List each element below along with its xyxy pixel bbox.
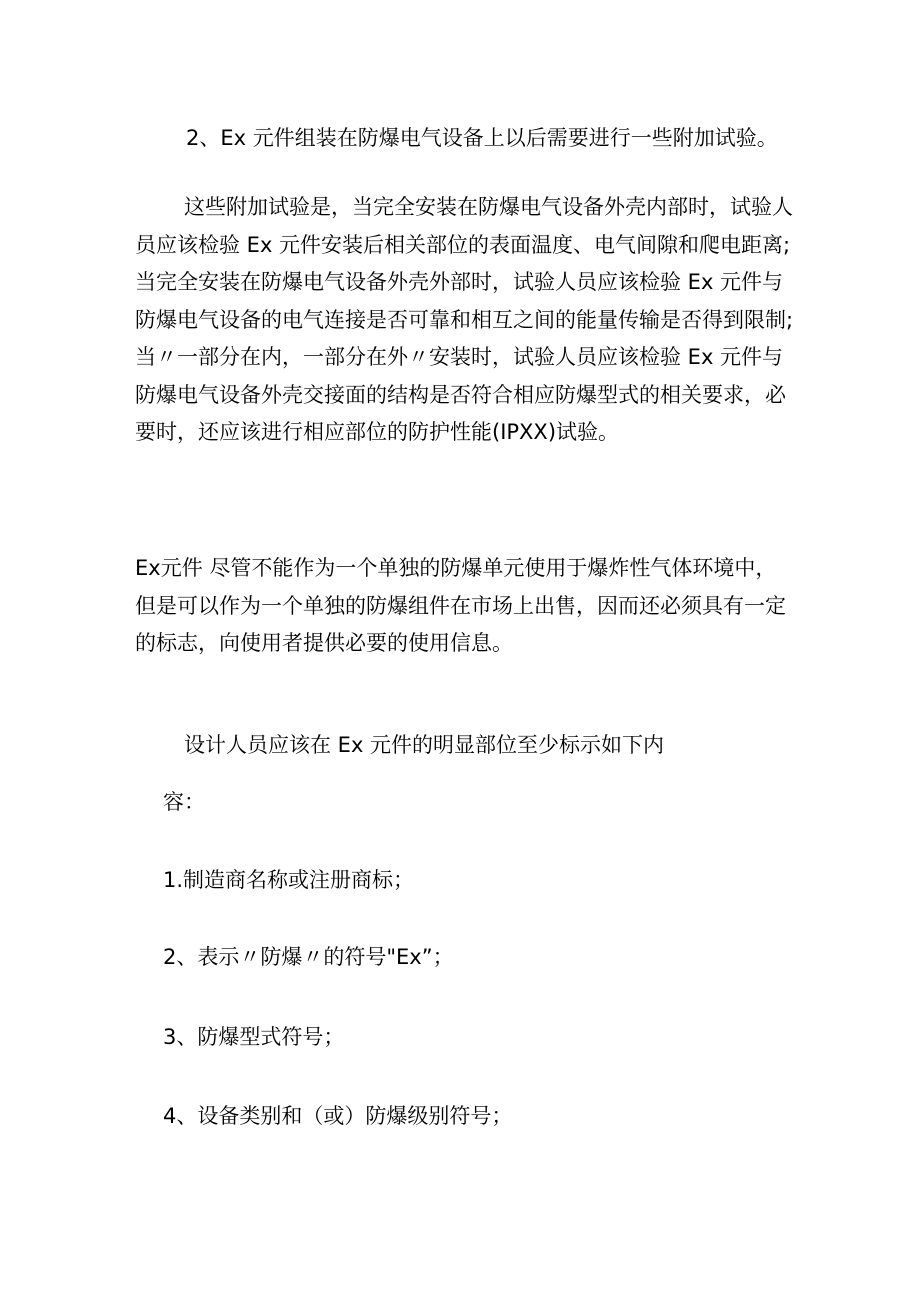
list-item-equipment-group: 4、设备类别和（或）防爆级别符号； [163, 1104, 513, 1128]
list-item-ex-symbol: 2、表示〃防爆〃的符号"Ex”； [163, 945, 454, 969]
list-item-manufacturer: 1.制造商名称或注册商标； [163, 868, 415, 892]
paragraph-designer-marking-line1: 设计人员应该在 Ex 元件的明显部位至少标示如下内 [184, 733, 665, 757]
paragraph-additional-tests-heading: 2、Ex 元件组装在防爆电气设备上以后需要进行一些附加试验。 [186, 126, 778, 150]
list-item-protection-type: 3、防爆型式符号； [163, 1025, 345, 1049]
paragraph-ex-component-marking: Ex元件 尽管不能作为一个单独的防爆单元使用于爆炸性气体环境中，但是可以作为一个单独的防爆组件在市场上出售，因而还必须具有一定的标志，向使用者提供必要的使用信息。 [135, 556, 786, 655]
paragraph-designer-marking-line2: 容： [163, 790, 205, 814]
paragraph-additional-tests-detail: 这些附加试验是，当完全安装在防爆电气设备外壳内部时，试验人员应该检验 Ex 元件安装后相关部位的表面温度、电气间隙和爬电距离;当完全安装在防爆电气设备外壳外部时，试验人员应该检验 Ex 元件与防爆电气设备的电气连接是否可靠和相互之间的能量传输是否得到限制;当〃一部分在内，一部分在外〃安装时，试验人员应该检验 Ex 元件与防爆电气设备外壳交接面的结构是否符合相应防爆型式的相关要求，必要时，还应该进行相应部位的防护性能(IPXX)试验。 [135, 195, 794, 444]
